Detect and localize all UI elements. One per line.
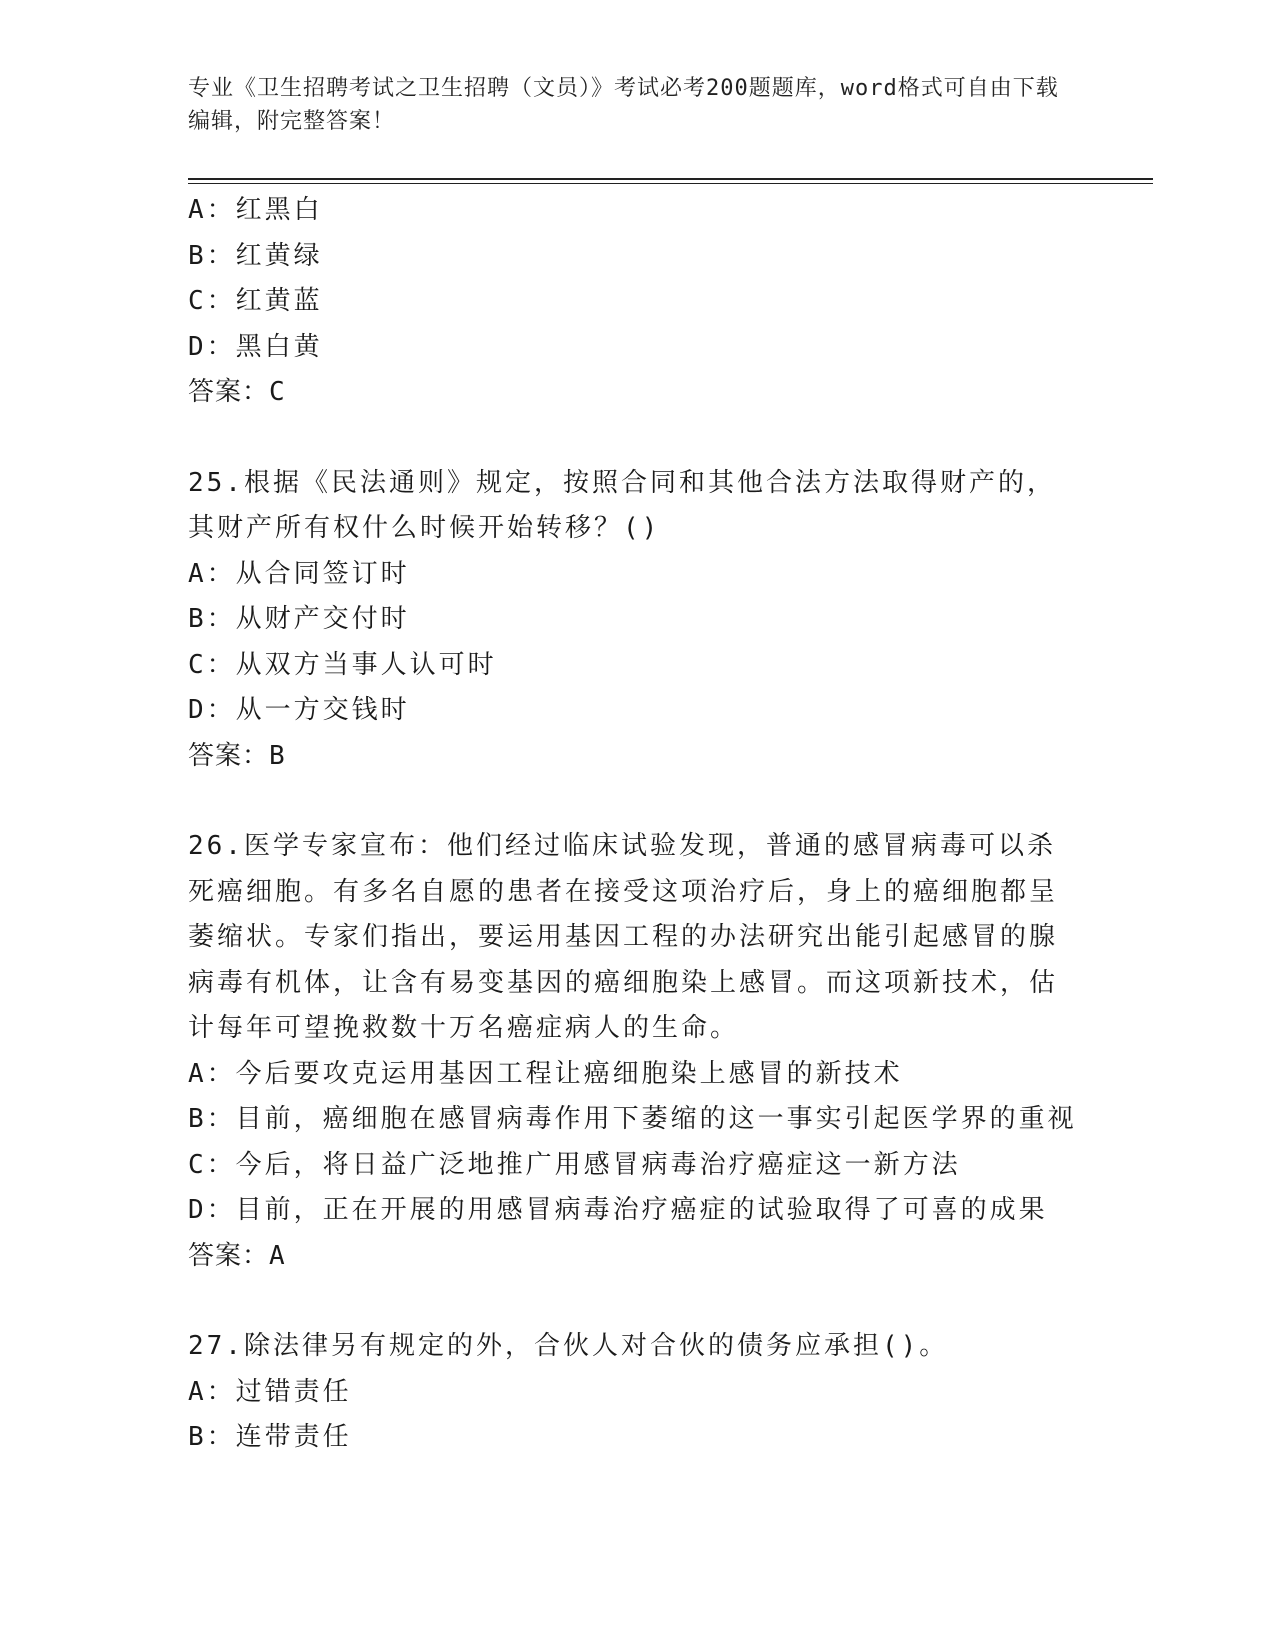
option-c: C：从双方当事人认可时 [188, 649, 497, 680]
option-c: C：今后，将日益广泛地推广用感冒病毒治疗癌症这一新方法 [188, 1149, 961, 1180]
option-a: A：过错责任 [188, 1376, 352, 1407]
option-d: D：目前，正在开展的用感冒病毒治疗癌症的试验取得了可喜的成果 [188, 1195, 1048, 1225]
question-24-tail [188, 188, 1068, 416]
question-stem: 27.除法律另有规定的外，合伙人对合伙的债务应承担()。 [188, 1331, 949, 1361]
header-rule-thin [188, 183, 1153, 184]
option-a: A：从合同签订时 [188, 558, 410, 589]
question-25 [188, 461, 1068, 780]
option-b: B：红黄绿 [188, 240, 323, 271]
question-26 [188, 824, 1077, 1279]
question-stem: 25.根据《民法通则》规定，按照合同和其他合法方法取得财产的，其财产所有权什么时候开始转移？() [188, 467, 1056, 543]
option-b: B：连带责任 [188, 1422, 352, 1452]
answer: 答案：A [188, 1240, 286, 1271]
option-d: D：黑白黄 [188, 331, 323, 362]
question-stem: 26.医学专家宣布：他们经过临床试验发现，普通的感冒病毒可以杀死癌细胞。有多名自愿的患者在接受这项治疗后，身上的癌细胞都呈萎缩状。专家们指出，要运用基因工程的办法研究出能引起感冒的腺病毒有机体，让含有易变基因的癌细胞染上感冒。而这项新技术，估计每年可望挽救数十万名癌症病人的生命。 [188, 831, 1059, 1043]
option-a: A：今后要攻克运用基因工程让癌细胞染上感冒的新技术 [188, 1058, 903, 1089]
header-rule [188, 178, 1153, 180]
question-27 [188, 1324, 1068, 1461]
option-b: B：目前，癌细胞在感冒病毒作用下萎缩的这一事实引起医学界的重视 [188, 1104, 1077, 1134]
answer: 答案：B [188, 740, 286, 771]
option-c: C：红黄蓝 [188, 286, 323, 316]
answer: 答案：C [188, 377, 286, 407]
option-a: A：红黑白 [188, 195, 323, 225]
page-header: 专业《卫生招聘考试之卫生招聘（文员）》考试必考200题题库，word格式可自由下载编辑，附完整答案！ [188, 76, 1059, 134]
option-d: D：从一方交钱时 [188, 695, 410, 725]
option-b: B：从财产交付时 [188, 604, 410, 634]
question-list [188, 188, 1077, 1461]
